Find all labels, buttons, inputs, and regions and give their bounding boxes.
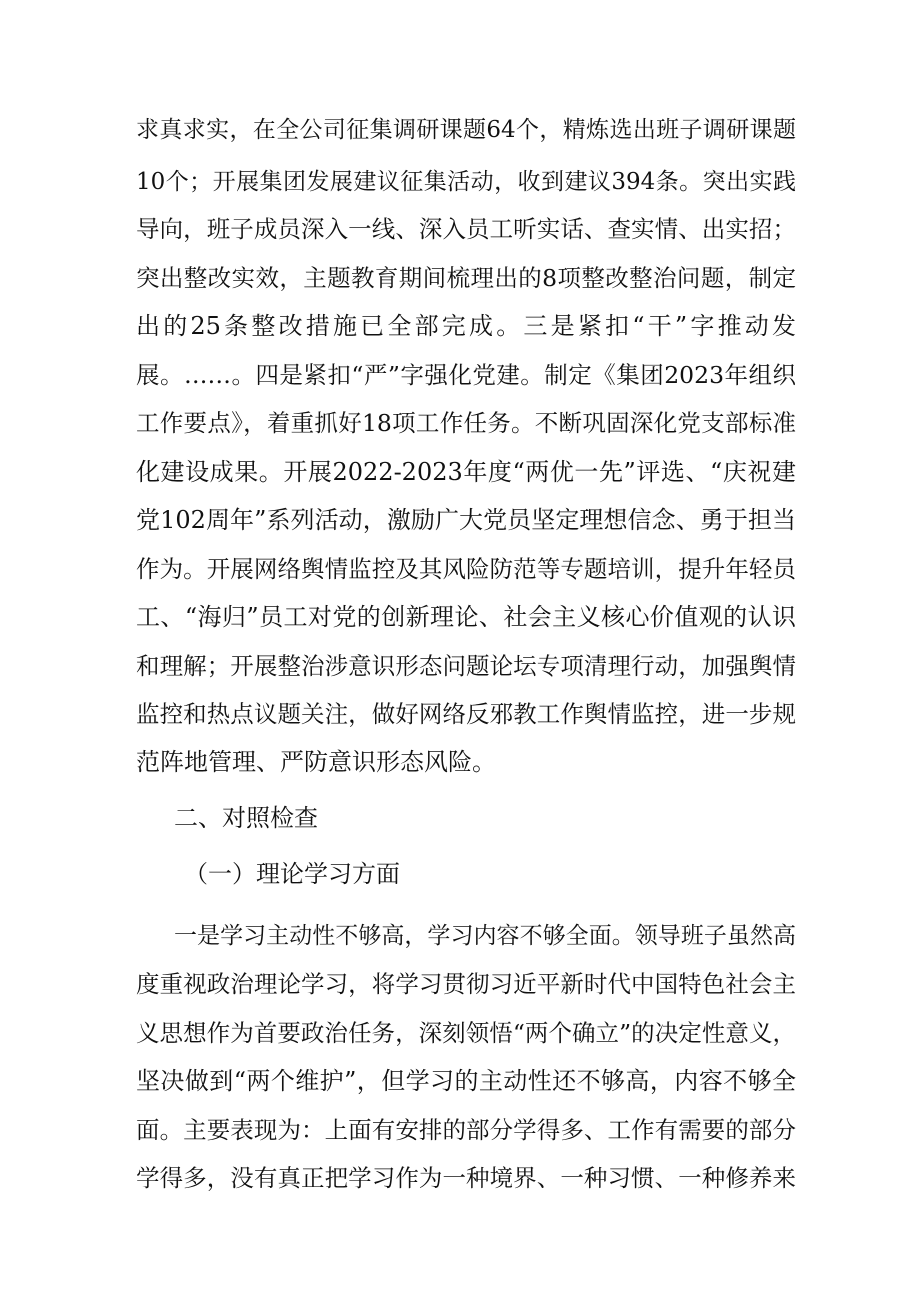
paragraph-line: 展。……。四是紧扣“严”字强化党建。制定《集团2023年组织	[136, 361, 796, 389]
paragraph-line: 化建设成果。开展2022-2023年度“两优一先”评选、“庆祝建	[136, 458, 796, 486]
paragraph-line: 面。主要表现为：上面有安排的部分学得多、工作有需要的部分	[136, 1116, 796, 1144]
paragraph-line: 一是学习主动性不够高，学习内容不够全面。领导班子虽然高	[174, 923, 796, 949]
paragraph-line: 出的25条整改措施已全部完成。三是紧扣“干”字推动发	[136, 312, 796, 340]
paragraph-line: 工作要点》，着重抓好18项工作任务。不断巩固深化党支部标准	[136, 409, 796, 437]
paragraph-line: 求真求实，在全公司征集调研课题64个，精炼选出班子调研课题	[136, 117, 796, 143]
paragraph-line: 义思想作为首要政治任务，深刻领悟“两个确立”的决定性意义，	[136, 1019, 796, 1047]
subsection-heading: （一）理论学习方面	[184, 860, 400, 888]
paragraph-line: 作为。开展网络舆情监控及其风险防范等专题培训，提升年轻员	[136, 555, 796, 583]
paragraph-line: 突出整改实效，主题教育期间梳理出的8项整改整治问题，制定	[136, 264, 796, 292]
paragraph-line: 监控和热点议题关注，做好网络反邪教工作舆情监控，进一步规	[136, 700, 796, 728]
paragraph-line: 坚决做到“两个维护”，但学习的主动性还不够高，内容不够全	[136, 1067, 796, 1095]
section-heading: 二、对照检查	[174, 804, 318, 832]
paragraph-line: 10个；开展集团发展建议征集活动，收到建议394条。突出实践	[136, 169, 796, 195]
paragraph-line: 导向，班子成员深入一线、深入员工听实话、查实情、出实招；	[136, 215, 796, 243]
paragraph-line: 范阵地管理、严防意识形态风险。	[136, 748, 496, 776]
paragraph-line: 度重视政治理论学习，将学习贯彻习近平新时代中国特色社会主	[136, 970, 796, 998]
paragraph-line: 学得多，没有真正把学习作为一种境界、一种习惯、一种修养来	[136, 1164, 796, 1192]
paragraph-line: 和理解；开展整治涉意识形态问题论坛专项清理行动，加强舆情	[136, 652, 796, 680]
paragraph-line: 工、“海归”员工对党的创新理论、社会主义核心价值观的认识	[136, 603, 796, 631]
paragraph-line: 党102周年”系列活动，激励广大党员坚定理想信念、勇于担当	[136, 506, 796, 534]
